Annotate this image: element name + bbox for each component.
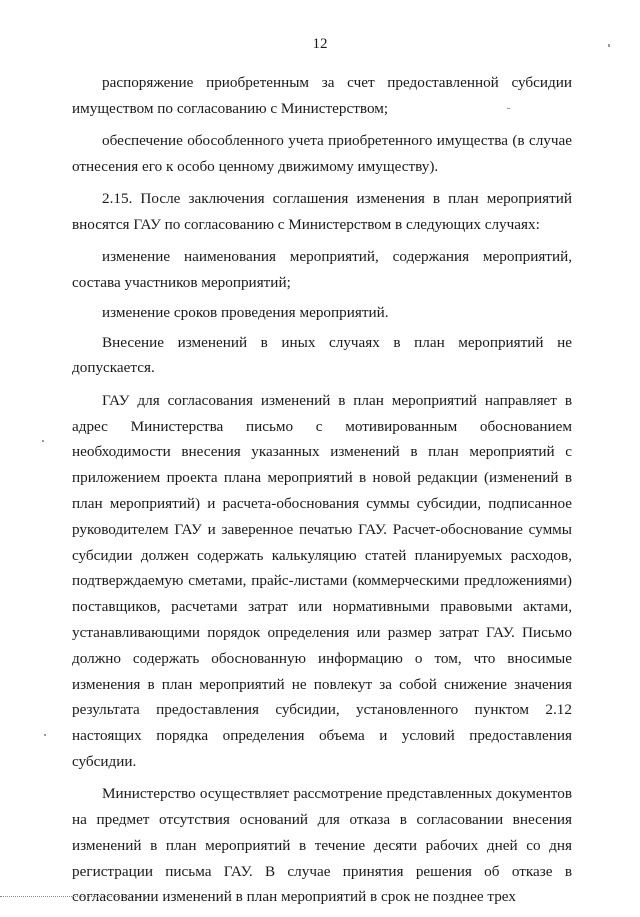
page-number: 12	[312, 36, 328, 52]
footer-rule	[0, 896, 150, 897]
paragraph-change-dates: изменение сроков проведения мероприятий.	[102, 303, 389, 321]
scan-speck	[42, 440, 44, 442]
paragraph-2-15: 2.15. После заключения соглашения изменения в план мероприятий вносятся ГАУ по согласованию с Министерством в следующих случаях:	[72, 190, 572, 233]
scan-speck	[507, 108, 510, 109]
paragraph-approval-request: ГАУ для согласования изменений в план мероприятий направляет в адрес Министерства письмо с мотивированным обоснованием необходимости внесения указанных изменений в план мероприятий с приложением проекта плана мероприятий в новой редакции (изменений в план мероприятий) и расчета-обоснования суммы субсидии, подписанное руководителем ГАУ и заверенное печатью ГАУ. Расчет-обоснование суммы субсидии должен содержать калькуляцию статей планируемых расходов, подтверждаемую сметами, прайс-листами (коммерческими предложениями) поставщиков, расчетами затрат или нормативными правовыми актами, устанавливающими порядок определения или размер затрат ГАУ. Письмо должно содержать обоснованную информацию о том, что вносимые изменения в план мероприятий не повлекут за собой снижение значения результата предоставления субсидии, установленного пунктом 2.12 настоящих порядка определения объема и условий предоставления субсидии.	[72, 391, 572, 770]
paragraph-separate-accounting: обеспечение обособленного учета приобретенного имущества (в случае отнесения его к особо ценному движимому имуществу).	[72, 132, 572, 175]
scan-speck	[44, 734, 46, 736]
paragraph-other-cases: Внесение изменений в иных случаях в план мероприятий не допускается.	[72, 333, 572, 377]
document-body	[72, 70, 572, 917]
paragraph-property-disposal: распоряжение приобретенным за счет предоставленной субсидии имуществом по согласованию с Министерством;	[72, 74, 572, 117]
paragraph-change-names: изменение наименования мероприятий, содержания мероприятий, состава участников мероприятий;	[72, 248, 572, 292]
scan-speck	[608, 44, 610, 47]
paragraph-ministry-review: Министерство осуществляет рассмотрение представленных документов на предмет отсутствия оснований для отказа в согласовании внесения изменений в план мероприятий в течение десяти рабочих дней со дня регистрации письма ГАУ. В случае принятия решения об отказе в согласовании изменений в план мероприятий в срок не позднее трех	[72, 785, 572, 906]
